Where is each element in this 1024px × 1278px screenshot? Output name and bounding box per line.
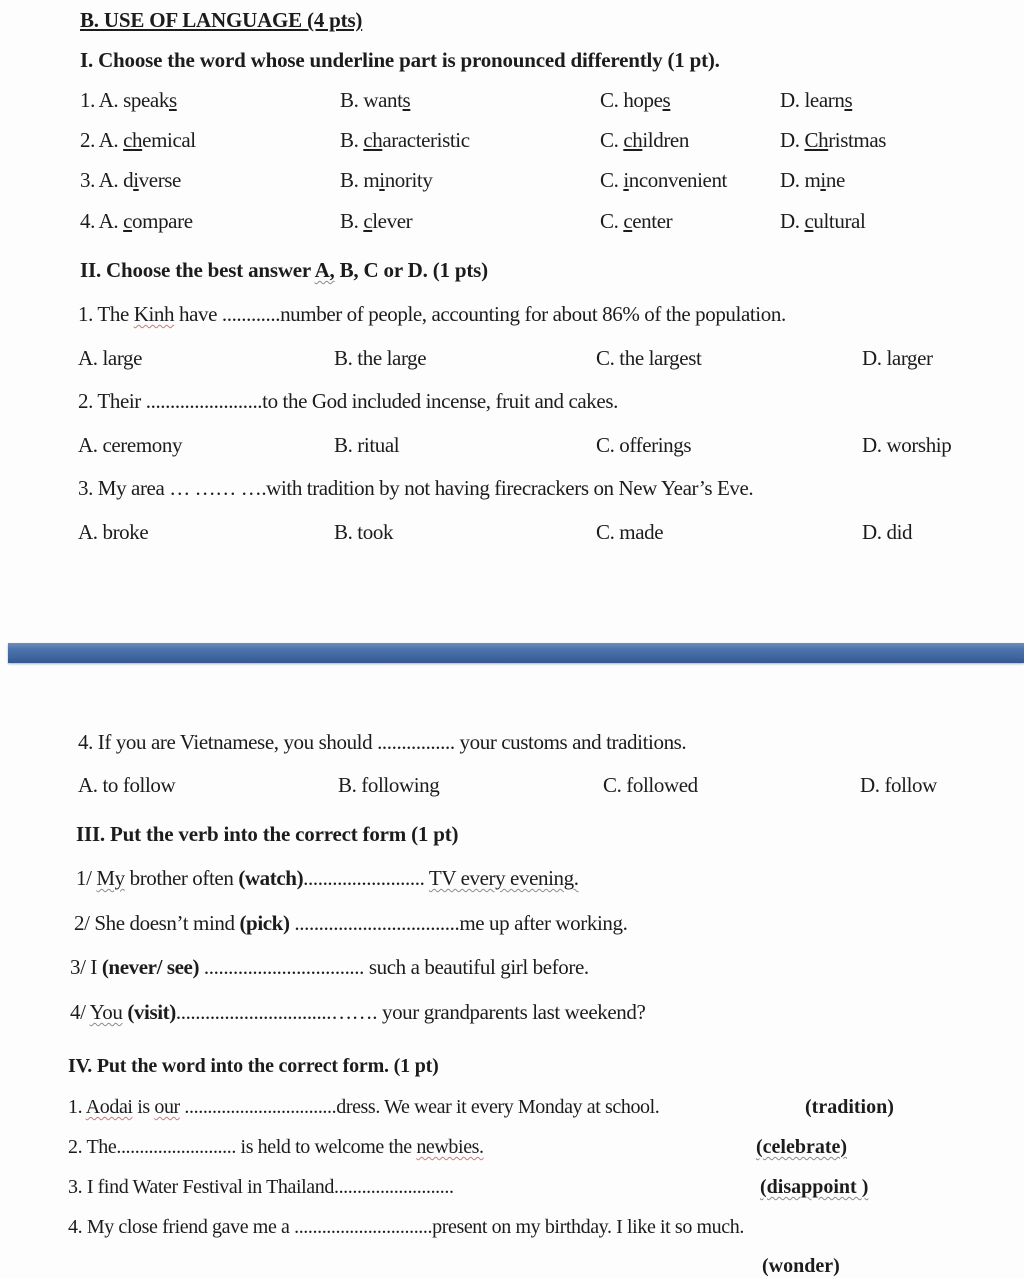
option-item	[80, 88, 177, 113]
option-word-part: want	[363, 88, 403, 112]
option-item	[600, 209, 672, 234]
answer-option: C. made	[596, 520, 664, 544]
underlined-part: s	[662, 88, 671, 112]
option-label: B.	[340, 128, 364, 152]
verb-hint: (watch)	[238, 866, 304, 890]
question-text-part: 1. The	[78, 302, 134, 326]
word-hint: (disappoint )	[760, 1176, 869, 1198]
exercise-item	[70, 1000, 645, 1025]
page-title: B. USE OF LANGUAGE (4 pts)	[80, 8, 363, 32]
question-text-part: 2. Their	[78, 389, 146, 413]
exercise-item	[68, 1136, 484, 1159]
option-item	[780, 128, 886, 153]
underlined-part: s	[402, 88, 411, 112]
option-item	[340, 128, 470, 153]
option-word-part: learn	[804, 88, 845, 112]
exercise-item	[68, 1096, 659, 1119]
answer-option: B. following	[338, 773, 440, 797]
question-text-part: ........................to the God included incense, fruit and cakes.	[145, 389, 618, 413]
question-text-part: 3. My area	[78, 476, 170, 500]
answer-option: A. broke	[78, 520, 149, 544]
option-word-part: ristmas	[828, 128, 887, 152]
spellcheck-marked-word: Kinh	[133, 302, 175, 326]
item-number: 2.	[68, 1136, 87, 1158]
question-number: 2.	[80, 128, 99, 152]
option-item	[80, 209, 193, 234]
answer-blank: .........................	[303, 866, 429, 890]
option-label: B.	[340, 168, 364, 192]
option-label: B.	[340, 88, 364, 112]
underlined-part: c	[363, 209, 373, 233]
question-text	[78, 476, 753, 501]
heading-text: B, C or D. (1 pts)	[334, 258, 488, 282]
option-item	[600, 168, 727, 193]
option-word-part: m	[363, 168, 380, 192]
option-word-part: emical	[142, 128, 196, 152]
item-number: 3/	[70, 955, 91, 979]
underlined-part: s	[844, 88, 853, 112]
option-word-part: d	[123, 168, 134, 192]
item-text: .................................dress. We wear it every Monday at school.	[179, 1096, 660, 1118]
option-item	[780, 88, 852, 113]
item-number: 2/	[74, 911, 95, 935]
word-hint: (tradition)	[805, 1096, 894, 1118]
option-label: B.	[340, 209, 364, 233]
option-item	[80, 168, 181, 193]
answer-option: B. ritual	[334, 433, 400, 457]
exercise-item	[70, 955, 589, 980]
item-text: I	[90, 955, 102, 979]
answer-option: C. the largest	[596, 346, 702, 370]
underlined-part: ch	[123, 128, 143, 152]
spellcheck-marked-word: our	[154, 1096, 180, 1118]
underlined-part: c	[123, 209, 133, 233]
exercise-item	[68, 1216, 744, 1239]
word-hint: (wonder)	[762, 1255, 840, 1277]
option-label: C.	[600, 209, 624, 233]
spellcheck-marked-word: My	[96, 866, 125, 890]
option-label: D.	[780, 88, 805, 112]
option-label: D.	[780, 209, 805, 233]
underlined-part: ch	[363, 128, 383, 152]
spellcheck-marked-word: Aodai	[85, 1096, 133, 1118]
option-label: C.	[600, 168, 624, 192]
option-item	[80, 128, 196, 153]
heading-text: II. Choose the best answer	[80, 258, 315, 282]
option-word-part: speak	[123, 88, 169, 112]
option-word-part: lever	[372, 209, 413, 233]
option-word-part: ildren	[642, 128, 689, 152]
answer-blank: ................................…….	[175, 1000, 382, 1024]
question-number: 1.	[80, 88, 99, 112]
answer-option: A. ceremony	[78, 433, 183, 457]
option-item	[340, 168, 432, 193]
answer-option: D. follow	[860, 773, 937, 797]
option-label: A.	[98, 168, 124, 192]
heading-option-a: A,	[314, 258, 335, 282]
option-item	[780, 209, 865, 234]
answer-option: D. did	[862, 520, 913, 544]
item-number: 4/	[70, 1000, 90, 1024]
underlined-part: ch	[623, 128, 643, 152]
option-word-part: hope	[623, 88, 663, 112]
option-word-part: m	[804, 168, 821, 192]
item-number: 3.	[68, 1176, 87, 1198]
option-word-part: aracteristic	[382, 128, 470, 152]
answer-option: A. large	[78, 346, 143, 370]
item-number: 4.	[68, 1216, 87, 1238]
question-text	[78, 730, 686, 755]
option-label: A.	[98, 88, 124, 112]
option-word-part: ne	[825, 168, 845, 192]
page-divider	[8, 643, 1024, 663]
underlined-part: i	[820, 168, 826, 192]
option-word-part: ompare	[132, 209, 193, 233]
question-text-part: 4. If you are Vietnamese, you should	[78, 730, 378, 754]
answer-option: A. to follow	[78, 773, 176, 797]
question-text	[78, 389, 618, 414]
answer-option: B. took	[334, 520, 394, 544]
item-text: My close friend gave me a ..............................present on my birthday. I like it so much.	[86, 1216, 744, 1238]
option-item	[340, 88, 410, 113]
option-word-part: nority	[384, 168, 433, 192]
answer-option: C. offerings	[596, 433, 692, 457]
question-text	[78, 302, 786, 327]
underlined-part: c	[804, 209, 814, 233]
option-word-part: verse	[138, 168, 181, 192]
spellcheck-marked-word: newbies.	[416, 1136, 484, 1158]
answer-option: D. larger	[862, 346, 933, 370]
answer-blank: ..................................	[289, 911, 460, 935]
item-text: is	[132, 1096, 155, 1118]
option-label: A.	[98, 209, 124, 233]
exercise-item	[74, 911, 627, 936]
option-item	[340, 209, 412, 234]
option-label: D.	[780, 168, 805, 192]
answer-option: B. the large	[334, 346, 427, 370]
question-number: 3.	[80, 168, 99, 192]
question-text-part: have ............number of people, accounting for about 86% of the population.	[174, 302, 786, 326]
underlined-part: i	[379, 168, 385, 192]
verb-hint: (visit)	[127, 1000, 176, 1024]
answer-option: C. followed	[603, 773, 698, 797]
underlined-part: s	[168, 88, 177, 112]
option-item	[600, 128, 689, 153]
item-text: She doesn’t mind	[94, 911, 240, 935]
answer-option: D. worship	[862, 433, 952, 457]
option-label: C.	[600, 88, 624, 112]
answer-blank: .................................	[199, 955, 369, 979]
option-label: D.	[780, 128, 805, 152]
word-hint: (celebrate)	[756, 1136, 848, 1158]
underlined-part: Ch	[804, 128, 829, 152]
question-number: 4.	[80, 209, 99, 233]
item-text: The.......................... is held to welcome the	[86, 1136, 417, 1158]
verb-hint: (never/ see)	[101, 955, 200, 979]
option-word-part: nconvenient	[628, 168, 727, 192]
section-3-heading: III. Put the verb into the correct form (1 pt)	[76, 822, 459, 846]
spellcheck-marked-word: You	[89, 1000, 123, 1024]
underlined-part: i	[623, 168, 629, 192]
underlined-part: c	[623, 209, 633, 233]
section-1-heading: I. Choose the word whose underline part is pronounced differently (1 pt).	[80, 48, 720, 72]
spellcheck-marked-text: TV every evening.	[428, 866, 579, 890]
item-text: such a beautiful girl before.	[368, 955, 589, 979]
option-item	[600, 88, 670, 113]
item-text: your grandparents last weekend?	[381, 1000, 646, 1024]
question-text-part: ................ your customs and traditions.	[377, 730, 687, 754]
item-text: me up after working.	[459, 911, 628, 935]
option-word-part: ultural	[813, 209, 866, 233]
option-label: C.	[600, 128, 624, 152]
question-text-part: … …… ….with tradition by not having firecrackers on New Year’s Eve.	[169, 476, 754, 500]
item-number: 1.	[68, 1096, 86, 1118]
underlined-part: i	[133, 168, 139, 192]
section-2-heading	[80, 258, 488, 283]
exercise-item	[68, 1176, 454, 1199]
option-item	[780, 168, 845, 193]
section-4-heading: IV. Put the word into the correct form. (1 pt)	[68, 1055, 439, 1077]
option-word-part: enter	[632, 209, 673, 233]
option-label: A.	[98, 128, 124, 152]
item-number: 1/	[76, 866, 97, 890]
item-text: I find Water Festival in Thailand..........................	[86, 1176, 454, 1198]
verb-hint: (pick)	[239, 911, 290, 935]
item-text: brother often	[124, 866, 239, 890]
exercise-item	[76, 866, 579, 891]
